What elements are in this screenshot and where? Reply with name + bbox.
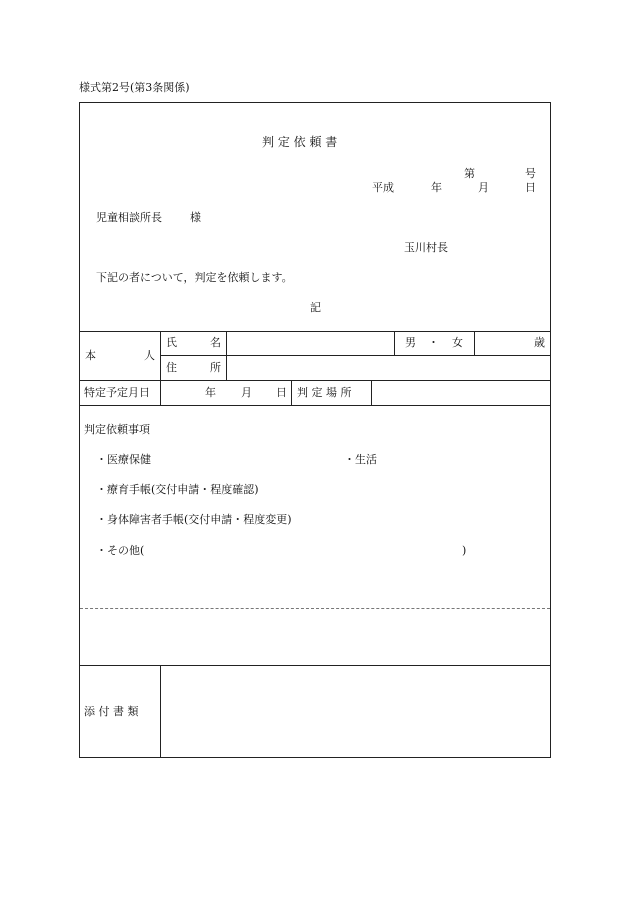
- request-text: 下記の者について，判定を依頼します。: [96, 271, 293, 284]
- item-ryoiku: ・療育手帳(交付申請・程度確認): [96, 483, 259, 496]
- item-other-close: ): [462, 544, 467, 557]
- place-label: 判 定 場 所: [297, 386, 352, 399]
- sex-dot: ・: [428, 336, 439, 349]
- schedule-month: 月: [241, 386, 252, 399]
- honorific: 様: [190, 211, 201, 224]
- address-label-2: 所: [210, 361, 221, 374]
- item-medical: ・医療保健: [96, 453, 151, 466]
- item-disability: ・身体障害者手帳(交付申請・程度変更): [96, 513, 292, 526]
- person-label-hon: 本: [85, 349, 96, 362]
- attachments-label: 添 付 書 類: [84, 705, 139, 718]
- divider: [160, 331, 161, 405]
- person-label-nin: 人: [144, 349, 155, 362]
- name-label-1: 氏: [166, 336, 177, 349]
- date-day: 日: [525, 181, 536, 194]
- divider: [394, 331, 395, 355]
- date-year: 年: [431, 181, 442, 194]
- divider: [79, 331, 551, 332]
- divider: [371, 380, 372, 405]
- divider: [291, 380, 292, 405]
- date-era: 平成: [372, 181, 394, 194]
- sex-female: 女: [452, 336, 463, 349]
- schedule-year: 年: [205, 386, 216, 399]
- schedule-day: 日: [276, 386, 287, 399]
- item-living: ・生活: [344, 453, 377, 466]
- sender: 玉川村長: [404, 241, 448, 254]
- ki-label: 記: [310, 301, 321, 314]
- address-label-1: 住: [166, 361, 177, 374]
- divider: [226, 331, 227, 380]
- divider: [160, 355, 551, 356]
- dashed-divider: [80, 608, 550, 609]
- divider: [160, 665, 161, 758]
- sex-male: 男: [405, 336, 416, 349]
- age-label: 歳: [534, 336, 545, 349]
- items-heading: 判定依頼事項: [84, 423, 150, 436]
- divider: [79, 405, 551, 406]
- form-title: 判 定 依 頼 書: [262, 135, 338, 149]
- item-other: ・その他(: [96, 544, 145, 557]
- divider: [79, 665, 551, 666]
- scheduled-date-label: 特定予定月日: [84, 386, 150, 399]
- name-label-2: 名: [210, 336, 221, 349]
- number-dai: 第: [464, 167, 475, 180]
- divider: [79, 380, 551, 381]
- divider: [474, 331, 475, 355]
- form-number-label: 様式第2号(第3条関係): [79, 81, 190, 94]
- date-month: 月: [478, 181, 489, 194]
- number-go: 号: [525, 167, 536, 180]
- addressee: 児童相談所長: [96, 211, 162, 224]
